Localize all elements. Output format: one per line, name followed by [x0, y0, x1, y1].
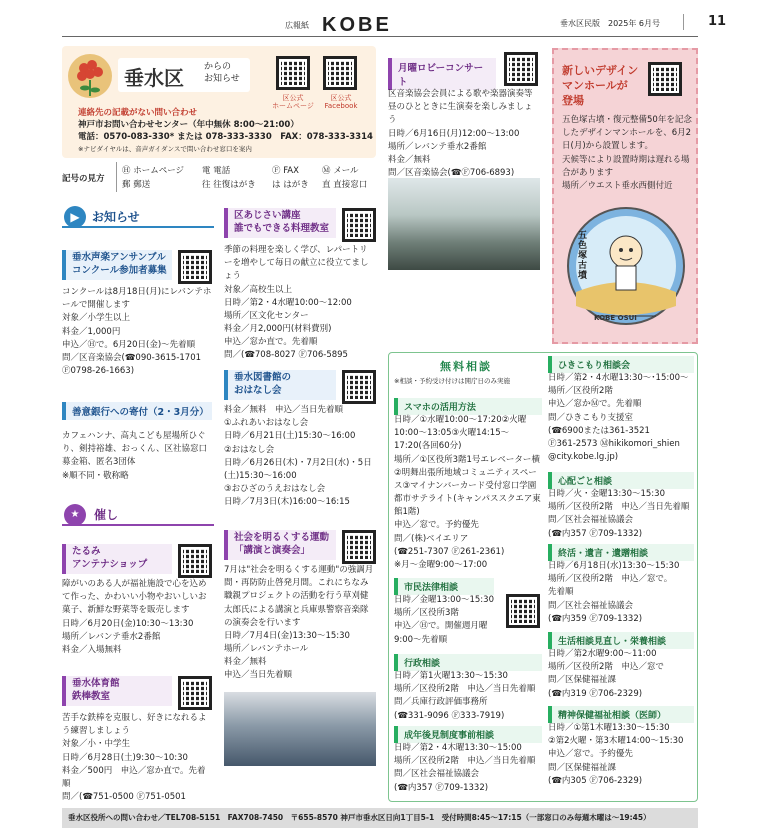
c1-4-body: 苦手な鉄棒を克服し、好きになれるよう練習しましょう 対象／小・中学生 日時／6月28日(土)9:30～10:30 料金／500円 申込／窓か直で。先着順 問／(☎751-0500 Ⓕ751-0501	[62, 713, 207, 803]
ward-subtitle: からの お知らせ	[204, 62, 240, 84]
legend-item: 電 電話	[202, 166, 231, 176]
consult-r5-title: 精神保健福祉相談（医師）	[548, 706, 694, 723]
footer-text: 垂水区役所への問い合わせ／TEL708-5151 FAX708-7450 〒655-8570 神戸市垂水区日向1丁目5-1 受付時間8:45～17:15（一部窓口のみ毎週木曜は～19:45）	[68, 813, 651, 822]
events-title: 催し	[94, 508, 119, 522]
ward-navi: ※ナビダイヤルは、音声ガイダンスで問い合わせ窓口を案内	[78, 145, 252, 153]
c1-1-title: 垂水声楽アンサンブル コンクール参加者募集	[62, 250, 172, 280]
c1-1-qr[interactable]	[178, 250, 212, 284]
c1-4-title: 垂水体育館 鉄棒教室	[62, 676, 172, 706]
c1-2-body: カフェハンナ、高丸こども屋場所ひぐり、剣持裕雄、おっくん、区社協窓口募金箱、匿名3団体 ※順不同・敬称略	[62, 431, 208, 481]
ward-title: 垂水区	[124, 66, 184, 90]
c3-concert-title: 月曜ロビーコンサート	[388, 58, 496, 90]
c3-concert-body: 区音楽協会会員による歌や楽器演奏等昼のひとときに生演奏を楽しみましょう 日時／6月16日(月)12:00～13:00 場所／レバンテ垂水2番館 料金／無料 問／区音楽協会(☎Ⓕ706-6893)	[388, 89, 533, 179]
header-divider	[683, 14, 684, 30]
consult-l1-body: 日時／①水曜10:00～17:20②火曜10:00～13:05③火曜14:15～17:20(各回60分) 場所／①区役所3階1号エレベーター横②明舞出張所地域コミュニティスペース③マイナンバーカード受付窓口学園都市サテライト(キャンパススクエア東館1階) 申込／窓で。予約優先 問／(株)ベイエリア (☎251-7307 Ⓕ261-2361) ※月～金曜9:00～17:00	[394, 415, 541, 570]
c1-3-body: 障がいのある人が福祉施設で心を込めて作った、かわいい小物やおいしいお菓子、新鮮な野菜等を販売します 日時／6月20日(金)10:30～13:30 場所／レバンテ垂水2番館 料金／入場無料	[62, 579, 207, 655]
c1-3-title: たるみ アンテナショップ	[62, 544, 172, 574]
manhole-qr[interactable]	[648, 62, 682, 96]
notice-title: お知らせ	[92, 210, 140, 224]
consult-l3-title: 行政相談	[394, 654, 542, 671]
consult-r3-title: 終活・遺言・遺贈相談	[548, 544, 694, 561]
brand-logo: KOBE	[322, 14, 392, 36]
legend-title: 記号の見方	[62, 174, 105, 184]
qr-homepage-label: 区公式 ホームページ	[272, 94, 314, 111]
consult-title: 無料相談	[440, 360, 492, 373]
legend-item: Ⓗ ホームページ	[122, 166, 185, 176]
flower-icon	[66, 52, 114, 100]
manhole-art-text: 五色塚古墳	[578, 231, 588, 281]
consult-r4-title: 生活相談見直し・栄養相談	[548, 632, 694, 649]
consult-l4-body: 日時／第2・4木曜13:30～15:00 場所／区役所2階 申込／当日先着順 問／区社会福祉協議会 (☎内357 Ⓕ709-1332)	[394, 743, 536, 793]
manhole-title: 新しいデザイン マンホールが 登場	[562, 64, 639, 107]
consult-l2-body: 日時／金曜13:00～15:30 場所／区役所3階 申込／Ⓗで。開催週月曜 9:00～先着順	[394, 595, 494, 645]
consult-r4-body: 日時／第2水曜9:00～11:00 場所／区役所2階 申込／窓で 問／区保健福祉課 (☎内319 Ⓕ706-2329)	[548, 649, 664, 699]
c2-1-body: 季節の料理を楽しく学び、レパートリーを増やして毎日の献立に役立てましょう 対象／高校生以上 日時／第2・4水曜10:00～12:00 場所／区文化センター 料金／月2,000円(材料費別) 申込／窓か直で。先着順 問／(☎708-8027 Ⓕ706-5895	[224, 245, 369, 361]
qr-facebook[interactable]	[323, 56, 357, 90]
legend-item: 往 往復はがき	[202, 180, 256, 190]
qr-homepage[interactable]	[276, 56, 310, 90]
manhole-body: 五色塚古墳・復元整備50年を記念したデザインマンホールを、6月2日(月)から設置します。 天候等により設置時期は遅れる場合があります 場所／ウエスト垂水西側付近	[562, 115, 692, 191]
c2-3-qr[interactable]	[342, 530, 376, 564]
qr-facebook-label: 区公式 Facebook	[324, 94, 358, 111]
legend-item: 郵 郵送	[122, 180, 151, 190]
consult-r3-body: 日時／6月18日(水)13:30～15:30 場所／区役所2階 申込／窓で。 先着順 問／区社会福祉協議会 (☎内359 Ⓕ709-1332)	[548, 561, 680, 624]
megaphone-icon: ▶	[64, 206, 86, 228]
brand-small: 広報紙	[285, 21, 309, 30]
consult-l2-title: 市民法律相談	[394, 578, 494, 595]
consult-l3-body: 日時／第1火曜13:30～15:30 場所／区役所2階 申込／当日先着順 問／兵庫行政評価事務所 (☎331-9096 Ⓕ333-7919)	[394, 671, 536, 721]
c2-3-title: 社会を明るくする運動 「講演と演奏会」	[224, 530, 336, 560]
c1-1-body: コンクールは8月18日(月)にレバンテホールで開催します 対象／小学生以上 料金／1,000円 申込／Ⓗで。6月20日(金)～先着順 問／区音楽協会(☎090-3615-1701 Ⓕ0798-26-1663)	[62, 287, 212, 377]
issue-label: 垂水区民版 2025年 6月号	[560, 19, 660, 28]
ward-phone: 電話：0570-083-330* または 078-333-3330 FAX：078-333-3314	[78, 132, 373, 142]
page-number: 11	[708, 14, 727, 29]
header-rule	[62, 36, 698, 37]
legend-item: 直 直接窓口	[322, 180, 368, 190]
c2-2-qr[interactable]	[342, 370, 376, 404]
ward-center: 神戸市お問い合わせセンター（年中無休 8:00～21:00）	[78, 120, 299, 130]
c2-1-title: 区あじさい講座 誰でもできる料理教室	[224, 208, 336, 238]
legend-item: Ⓜ メール	[322, 166, 359, 176]
ward-note: 連絡先の記載がない問い合わせ	[78, 108, 198, 118]
c1-4-qr[interactable]	[178, 676, 212, 710]
consult-r1-title: ひきこもり相談会	[548, 356, 694, 373]
lecture-photo	[224, 692, 376, 766]
concert-photo	[388, 178, 540, 270]
consult-r2-body: 日時／火・金曜13:30～15:30 場所／区役所2階 申込／当日先着順 問／区社会福祉協議会 (☎内357 Ⓕ709-1332)	[548, 489, 690, 539]
consult-r2-title: 心配ごと相談	[548, 472, 694, 489]
legend-item: Ⓕ FAX	[272, 166, 299, 176]
c2-2-title: 垂水図書館の おはなし会	[224, 370, 336, 400]
consult-l1-title: スマホの活用方法	[394, 398, 542, 415]
consult-l4-title: 成年後見制度事前相談	[394, 726, 542, 743]
c1-3-qr[interactable]	[178, 544, 212, 578]
c2-1-qr[interactable]	[342, 208, 376, 242]
legend-item: は はがき	[272, 180, 309, 190]
consult-r5-body: 日時／①第1木曜13:30～15:30 ②第2火曜・第3木曜14:00～15:30 申込／窓で。予約優先 問／区保健福祉課 (☎内305 Ⓕ706-2329)	[548, 723, 684, 786]
c2-2-body: 料金／無料 申込／当日先着順 ①ふれあいおはなし会 日時／6月21日(土)15:30～16:00 ②おはなし会 日時／6月26日(木)・7月2日(水)・5日(土)15:30～16:00 ③おひざのうえおはなし会 日時／7月3日(木)16:00～16:15	[224, 405, 372, 508]
c2-3-body: 7月は"社会を明るくする運動"の強調月間・再防防止啓発月間。これにちなみ職親プロジェクトの活動を行う草刈健太郎氏による講演と兵庫県警察音楽隊の演奏会を行います 日時／7月4日(金)13:30～15:30 場所／レバンテホール 料金／無料 申込／当日先着順	[224, 565, 374, 681]
manhole-art-bottom: KOBE OSUI	[594, 314, 637, 322]
consult-l2-qr[interactable]	[506, 594, 540, 628]
consult-r1-body: 日時／第2・4水曜13:30～･15:00～ 場所／区役所2階 申込／窓かⓂで。先着順 問／ひきこもり支援室 (☎6900または361-3521 Ⓕ361-2573 Ⓜhikikomori_shien @city.kobe.lg.jp)	[548, 373, 689, 463]
events-icon: ★	[64, 504, 86, 526]
c3-concert-qr[interactable]	[504, 52, 538, 86]
c1-2-title: 善意銀行への寄付（2・3月分）	[62, 402, 212, 420]
consult-note: ※相談・予約受け付けは開庁日のみ実施	[394, 377, 510, 385]
